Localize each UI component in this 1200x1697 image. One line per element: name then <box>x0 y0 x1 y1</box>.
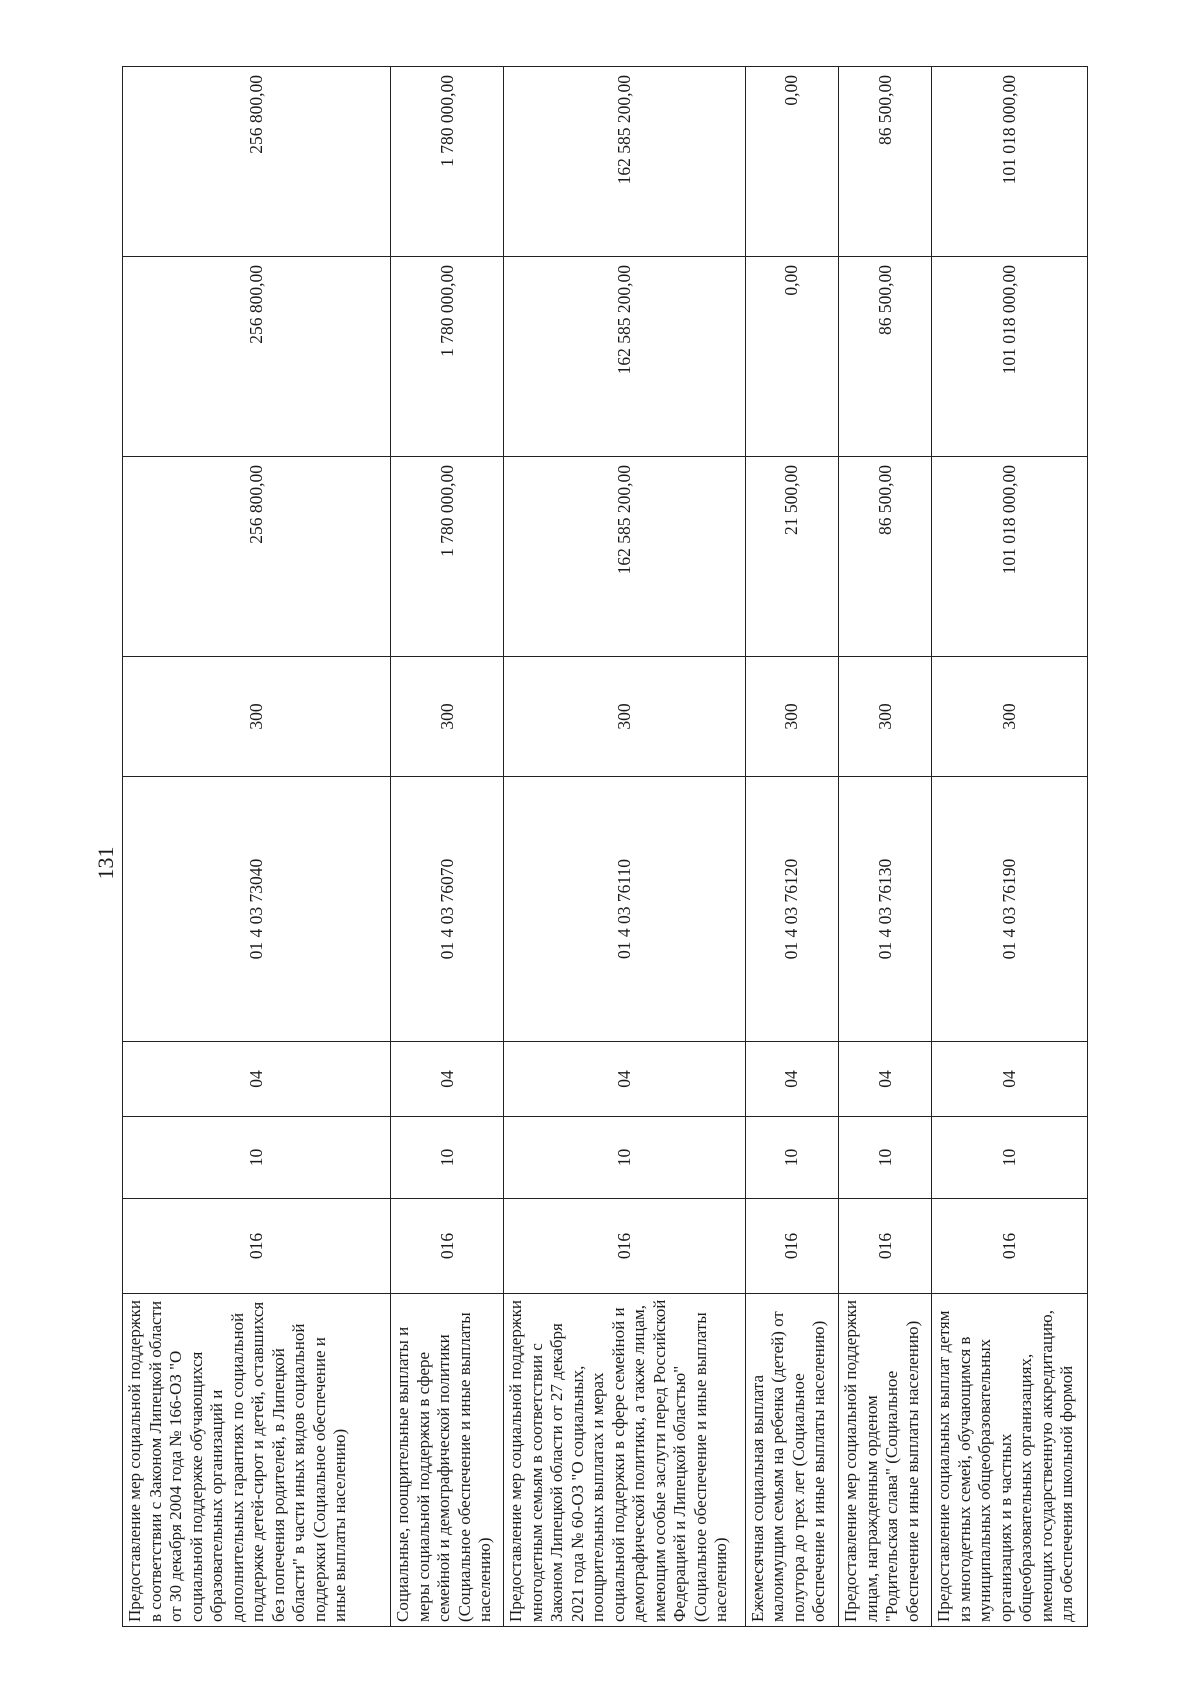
budget-table <box>122 66 1088 1627</box>
amount-year-1: 1 780 000,00 <box>391 457 504 657</box>
section-code: 10 <box>504 1117 746 1199</box>
target-article-code: 01 4 03 76110 <box>504 777 746 1042</box>
amount-year-1: 101 018 000,00 <box>932 457 1088 657</box>
subsection-code: 04 <box>839 1042 932 1117</box>
amount-year-1: 86 500,00 <box>839 457 932 657</box>
subsection-code: 04 <box>745 1042 838 1117</box>
amount-year-3: 256 800,00 <box>123 67 391 257</box>
amount-year-3: 0,00 <box>745 67 838 257</box>
amount-year-2: 86 500,00 <box>839 257 932 457</box>
subsection-code: 04 <box>123 1042 391 1117</box>
expense-type-code: 300 <box>504 657 746 777</box>
budget-table-rotated <box>122 67 1088 1627</box>
amount-year-1: 162 585 200,00 <box>504 457 746 657</box>
amount-year-2: 1 780 000,00 <box>391 257 504 457</box>
ministry-code: 016 <box>391 1199 504 1294</box>
section-code: 10 <box>123 1117 391 1199</box>
ministry-code: 016 <box>932 1199 1088 1294</box>
amount-year-1: 256 800,00 <box>123 457 391 657</box>
target-article-code: 01 4 03 76190 <box>932 777 1088 1042</box>
subsection-code: 04 <box>504 1042 746 1117</box>
amount-year-2: 101 018 000,00 <box>932 257 1088 457</box>
section-code: 10 <box>932 1117 1088 1199</box>
amount-year-1: 21 500,00 <box>745 457 838 657</box>
target-article-code: 01 4 03 73040 <box>123 777 391 1042</box>
amount-year-3: 1 780 000,00 <box>391 67 504 257</box>
section-code: 10 <box>391 1117 504 1199</box>
row-description: Предоставление социальных выплат детям из многодетных семей, обучающимся в муниципальных общеобразовательных организациях и в частных общеобразовательных организациях, имеющих государственную аккредитацию, для обеспечения школьной формой <box>932 1294 1088 1627</box>
ministry-code: 016 <box>839 1199 932 1294</box>
amount-year-2: 162 585 200,00 <box>504 257 746 457</box>
amount-year-2: 0,00 <box>745 257 838 457</box>
row-description: Предоставление мер социальной поддержки в соответствии с Законом Липецкой области от 30 декабря 2004 года № 166-ОЗ "О социальной поддержке обучающихся образовательных организаций и дополнительных гарантиях по социальной поддержке детей-сирот и детей, оставшихся без попечения родителей, в Липецкой области" в части иных видов социальной поддержки (Социальное обеспечение и иные выплаты населению) <box>123 1294 391 1627</box>
amount-year-3: 162 585 200,00 <box>504 67 746 257</box>
table-body <box>123 67 1088 1627</box>
table-row <box>839 67 932 1627</box>
subsection-code: 04 <box>932 1042 1088 1117</box>
section-code: 10 <box>839 1117 932 1199</box>
table-row <box>504 67 746 1627</box>
expense-type-code: 300 <box>932 657 1088 777</box>
table-row <box>932 67 1088 1627</box>
row-description: Ежемесячная социальная выплата малоимущим семьям на ребенка (детей) от полутора до трех лет (Социальное обеспечение и иные выплаты населению) <box>745 1294 838 1627</box>
row-description: Предоставление мер социальной поддержки многодетным семьям в соответствии с Законом Липецкой области от 27 декабря 2021 года № 60-ОЗ "О социальных, поощрительных выплатах и мерах социальной поддержки в сфере семейной и демографической политики, а также лицам, имеющим особые заслуги перед Российской Федерацией и Липецкой областью" (Социальное обеспечение и иные выплаты населению) <box>504 1294 746 1627</box>
expense-type-code: 300 <box>123 657 391 777</box>
target-article-code: 01 4 03 76130 <box>839 777 932 1042</box>
expense-type-code: 300 <box>839 657 932 777</box>
expense-type-code: 300 <box>391 657 504 777</box>
amount-year-3: 101 018 000,00 <box>932 67 1088 257</box>
expense-type-code: 300 <box>745 657 838 777</box>
section-code: 10 <box>745 1117 838 1199</box>
amount-year-2: 256 800,00 <box>123 257 391 457</box>
subsection-code: 04 <box>391 1042 504 1117</box>
table-row <box>391 67 504 1627</box>
amount-year-3: 86 500,00 <box>839 67 932 257</box>
row-description: Социальные, поощрительные выплаты и меры социальной поддержки в сфере семейной и демографической политики (Социальное обеспечение и иные выплаты населению) <box>391 1294 504 1627</box>
ministry-code: 016 <box>123 1199 391 1294</box>
page-number: 131 <box>93 846 118 880</box>
target-article-code: 01 4 03 76120 <box>745 777 838 1042</box>
ministry-code: 016 <box>745 1199 838 1294</box>
row-description: Предоставление мер социальной поддержки лицам, награжденным орденом "Родительская слава" (Социальное обеспечение и иные выплаты населению) <box>839 1294 932 1627</box>
target-article-code: 01 4 03 76070 <box>391 777 504 1042</box>
table-row <box>123 67 391 1627</box>
ministry-code: 016 <box>504 1199 746 1294</box>
table-row <box>745 67 838 1627</box>
